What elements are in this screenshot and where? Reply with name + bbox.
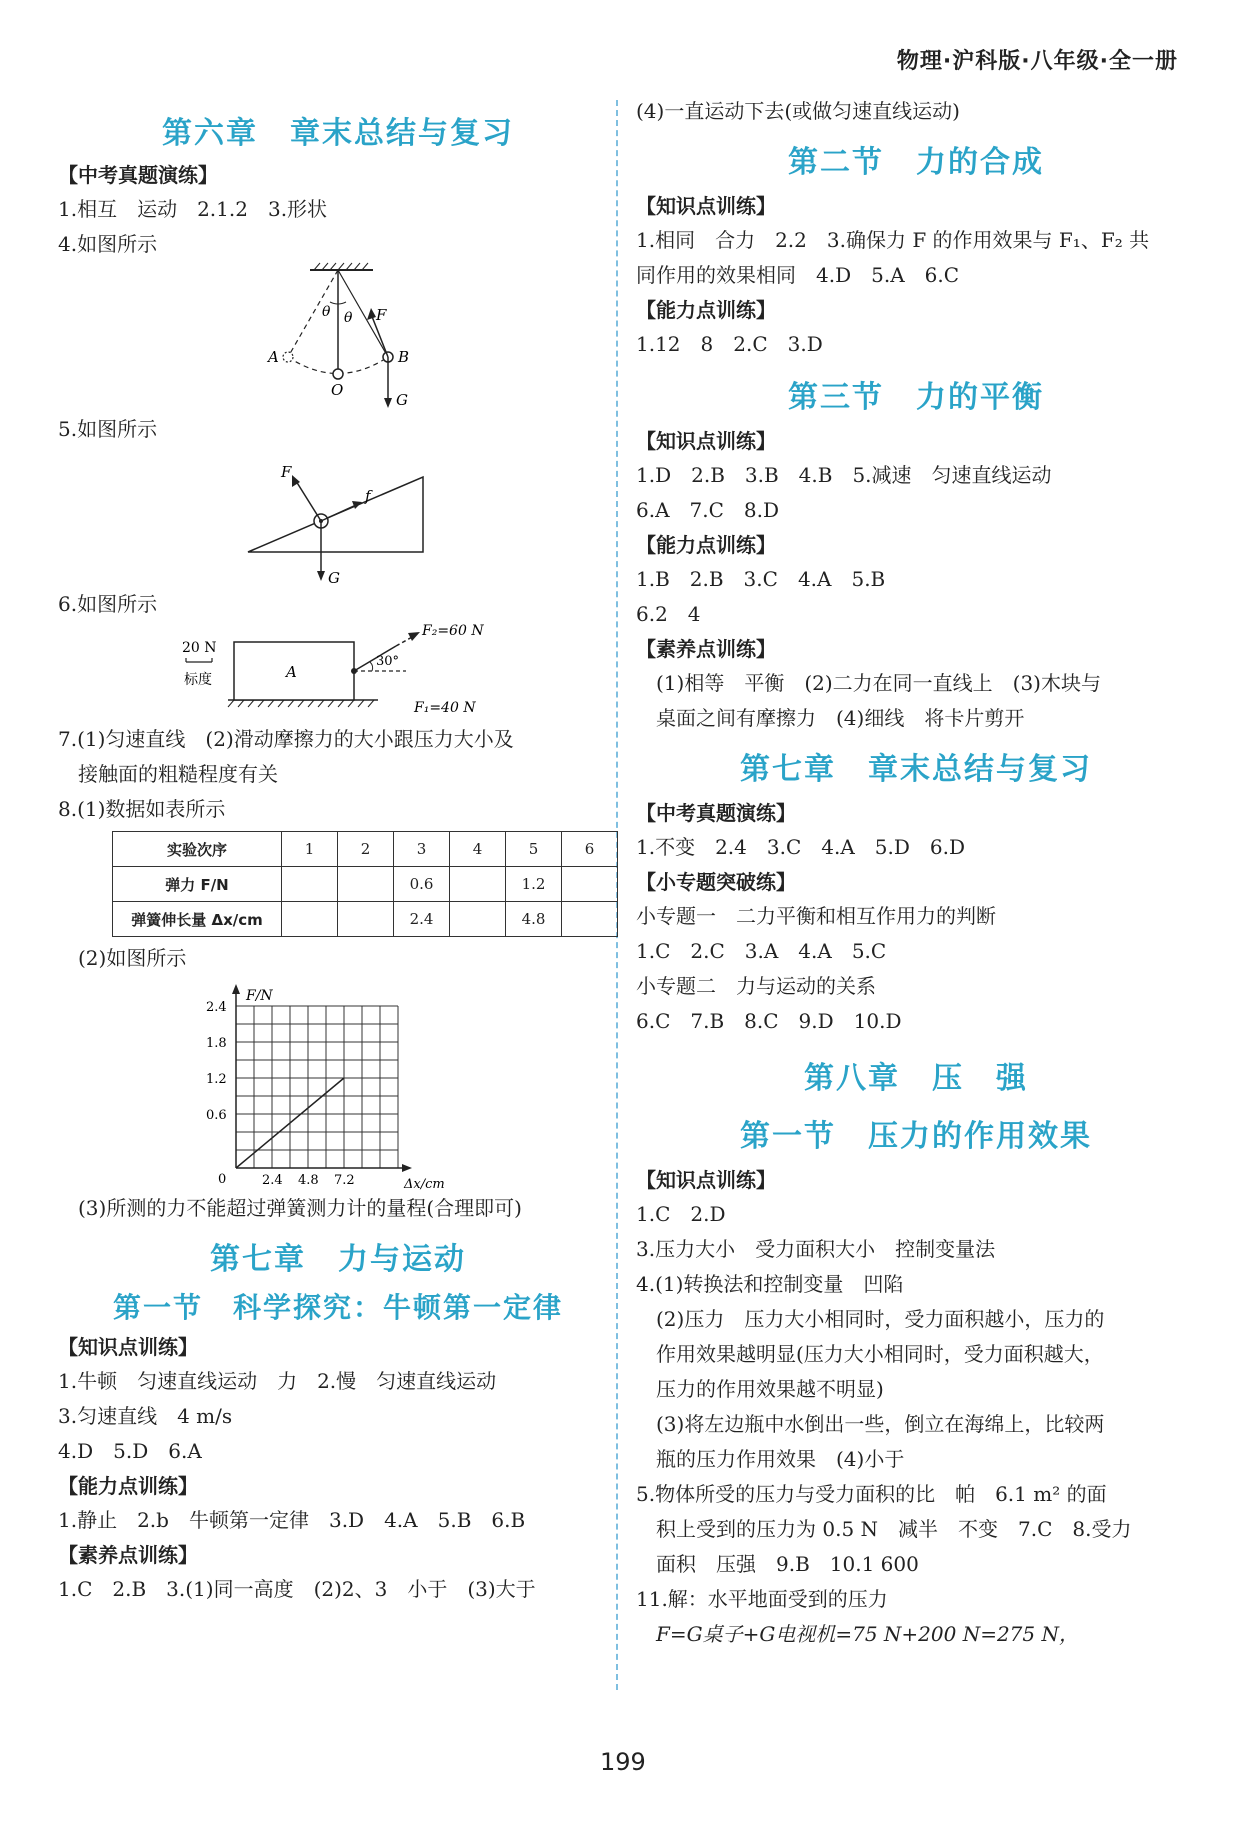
answer-line: 6.2 4 <box>636 602 701 626</box>
answer-line: 积上受到的压力为 0.5 N 减半 不变 7.C 8.受力 <box>656 1517 1132 1541</box>
answer-line: 1.相同 合力 2.2 3.确保力 F 的作用效果与 F₁、F₂ 共 <box>636 228 1150 252</box>
table-cell <box>562 867 618 902</box>
subtopic-heading: 小专题二 力与运动的关系 <box>636 974 876 998</box>
table-cell: 3 <box>394 832 450 867</box>
block-force-figure <box>58 622 618 722</box>
chapter7-title: 第七章 力与运动 <box>210 1242 466 1277</box>
answer-line: 11.解：水平地面受到的压力 <box>636 1587 888 1611</box>
section-label: 【能力点训练】 <box>636 533 776 557</box>
answer-line: 4.D 5.D 6.A <box>58 1439 202 1463</box>
table-cell: 5 <box>506 832 562 867</box>
answer-line: 5.如图所示 <box>58 417 158 441</box>
answer-line: 1.D 2.B 3.B 4.B 5.减速 匀速直线运动 <box>636 463 1052 487</box>
section-label: 【中考真题演练】 <box>58 163 218 187</box>
answer-line: 压力的作用效果越不明显) <box>656 1377 884 1401</box>
experiment-table <box>112 831 618 937</box>
section-label: 【小专题突破练】 <box>636 870 796 894</box>
answer-line: 面积 压强 9.B 10.1 600 <box>656 1552 919 1576</box>
answer-line: 1.C 2.B 3.(1)同一高度 (2)2、3 小于 (3)大于 <box>58 1577 536 1601</box>
subtopic-heading: 小专题一 二力平衡和相互作用力的判断 <box>636 904 996 928</box>
answer-line: 3.匀速直线 4 m/s <box>58 1404 233 1428</box>
x-tick-label: 7.2 <box>334 1173 355 1188</box>
formula-line: F=G桌子+G电视机=75 N+200 N=275 N， <box>656 1622 1079 1646</box>
table-row <box>113 832 618 867</box>
right-column <box>636 94 1196 1652</box>
table-cell: 0.6 <box>394 867 450 902</box>
answer-line: 1.静止 2.b 牛顿第一定律 3.D 4.A 5.B 6.B <box>58 1508 526 1532</box>
table-cell <box>282 867 338 902</box>
y-tick-label: 2.4 <box>206 1000 227 1015</box>
y-tick-label: 1.2 <box>206 1072 227 1087</box>
table-cell <box>338 867 394 902</box>
force-f1-label: F₁=40 N <box>414 700 476 716</box>
pendulum-figure <box>58 262 618 412</box>
answer-line: (3)所测的力不能超过弹簧测力计的量程(合理即可) <box>78 1196 522 1220</box>
table-cell: 1 <box>282 832 338 867</box>
table-cell <box>450 902 506 937</box>
table-cell <box>562 902 618 937</box>
table-header-cell: 弹力 F/N <box>113 867 282 902</box>
table-cell <box>338 902 394 937</box>
answer-line: (3)将左边瓶中水倒出一些，倒立在海绵上，比较两 <box>656 1412 1105 1436</box>
section3-title: 第三节 力的平衡 <box>788 380 1044 415</box>
answer-line: 6.A 7.C 8.D <box>636 498 780 522</box>
scale-value-label: 20 N <box>182 640 217 656</box>
answer-line: 6.如图所示 <box>58 592 158 616</box>
answer-line: (2)压力 压力大小相同时，受力面积越小，压力的 <box>656 1307 1105 1331</box>
answer-line: 5.物体所受的压力与受力面积的比 帕 6.1 m² 的面 <box>636 1482 1107 1506</box>
answer-line: 1.C 2.C 3.A 4.A 5.C <box>636 939 887 963</box>
graph-y-label: F/N <box>246 988 273 1004</box>
answer-line: 瓶的压力作用效果 (4)小于 <box>656 1447 905 1471</box>
gravity-g-label: G <box>396 391 408 409</box>
point-b-label: B <box>398 348 410 366</box>
force-f-label: F <box>376 306 387 324</box>
chapter6-review-title: 第六章 章末总结与复习 <box>162 116 514 151</box>
table-cell: 2.4 <box>394 902 450 937</box>
section-label: 【素养点训练】 <box>636 637 776 661</box>
table-row <box>113 867 618 902</box>
answer-line: 8.(1)数据如表所示 <box>58 797 226 821</box>
scale-caption: 标度 <box>184 672 212 688</box>
section81-title: 第一节 压力的作用效果 <box>740 1119 1092 1154</box>
x-tick-label: 4.8 <box>298 1173 319 1188</box>
answer-line: 7.(1)匀速直线 (2)滑动摩擦力的大小跟压力大小及 <box>58 727 514 751</box>
y-tick-label: 1.8 <box>206 1036 227 1051</box>
force-f2-label: F₂=60 N <box>422 623 484 639</box>
table-header-cell: 弹簧伸长量 Δx/cm <box>113 902 282 937</box>
graph-x-label: Δx/cm <box>404 1177 445 1191</box>
section-label: 【中考真题演练】 <box>636 801 796 825</box>
answer-line: 1.B 2.B 3.C 4.A 5.B <box>636 567 886 591</box>
answer-line: 4.如图所示 <box>58 232 158 256</box>
point-o-label: O <box>331 381 344 399</box>
section2-title: 第二节 力的合成 <box>788 145 1044 180</box>
table-row <box>113 902 618 937</box>
page-header: 物理·沪科版·八年级·全一册 <box>896 49 1178 74</box>
block-label: A <box>286 663 297 681</box>
answer-line: (2)如图所示 <box>78 946 187 970</box>
point-a-label: A <box>268 348 279 366</box>
answer-line: 桌面之间有摩擦力 (4)细线 将卡片剪开 <box>656 706 1025 730</box>
table-cell: 4.8 <box>506 902 562 937</box>
section-label: 【知识点训练】 <box>58 1335 198 1359</box>
answer-line: 6.C 7.B 8.C 9.D 10.D <box>636 1009 902 1033</box>
table-cell <box>450 867 506 902</box>
table-cell: 2 <box>338 832 394 867</box>
chapter7-review-title: 第七章 章末总结与复习 <box>740 752 1092 787</box>
friction-f-label: f <box>365 487 371 505</box>
left-column <box>58 100 618 1607</box>
section-label: 【知识点训练】 <box>636 429 776 453</box>
chapter8-title: 第八章 压 强 <box>804 1061 1028 1096</box>
force-f-label: F <box>281 463 292 481</box>
angle-label: 30° <box>376 654 400 669</box>
answer-line: 3.压力大小 受力面积大小 控制变量法 <box>636 1237 996 1261</box>
origin-label: 0 <box>218 1172 227 1187</box>
theta-left-label: θ <box>322 304 331 320</box>
answer-line: 4.(1)转换法和控制变量 凹陷 <box>636 1272 904 1296</box>
answer-line: 1.12 8 2.C 3.D <box>636 332 823 356</box>
table-cell: 4 <box>450 832 506 867</box>
gravity-g-label: G <box>328 569 340 587</box>
section-label: 【能力点训练】 <box>58 1474 198 1498</box>
incline-figure <box>58 447 618 587</box>
answer-line: 1.牛顿 匀速直线运动 力 2.慢 匀速直线运动 <box>58 1369 497 1393</box>
section-label: 【能力点训练】 <box>636 298 776 322</box>
table-header-cell: 实验次序 <box>113 832 282 867</box>
table-cell <box>282 902 338 937</box>
page-number: 199 <box>600 1748 646 1776</box>
force-extension-graph <box>58 976 618 1191</box>
answer-line: 作用效果越明显(压力大小相同时，受力面积越大， <box>656 1342 1104 1366</box>
section1-title: 第一节 科学探究：牛顿第一定律 <box>112 1291 563 1324</box>
x-tick-label: 2.4 <box>262 1173 283 1188</box>
section-label: 【素养点训练】 <box>58 1543 198 1567</box>
table-cell: 1.2 <box>506 867 562 902</box>
section-label: 【知识点训练】 <box>636 1168 776 1192</box>
answer-line: 同作用的效果相同 4.D 5.A 6.C <box>636 263 960 287</box>
section-label: 【知识点训练】 <box>636 194 776 218</box>
table-cell: 6 <box>562 832 618 867</box>
answer-line: 接触面的粗糙程度有关 <box>78 762 278 786</box>
answer-line: 1.不变 2.4 3.C 4.A 5.D 6.D <box>636 835 966 859</box>
y-tick-label: 0.6 <box>206 1108 227 1123</box>
answer-line: 1.C 2.D <box>636 1202 726 1226</box>
theta-right-label: θ <box>344 310 353 326</box>
answer-line: 1.相互 运动 2.1.2 3.形状 <box>58 197 328 221</box>
answer-line: (4)一直运动下去(或做匀速直线运动) <box>636 99 960 123</box>
answer-line: (1)相等 平衡 (2)二力在同一直线上 (3)木块与 <box>656 671 1101 695</box>
